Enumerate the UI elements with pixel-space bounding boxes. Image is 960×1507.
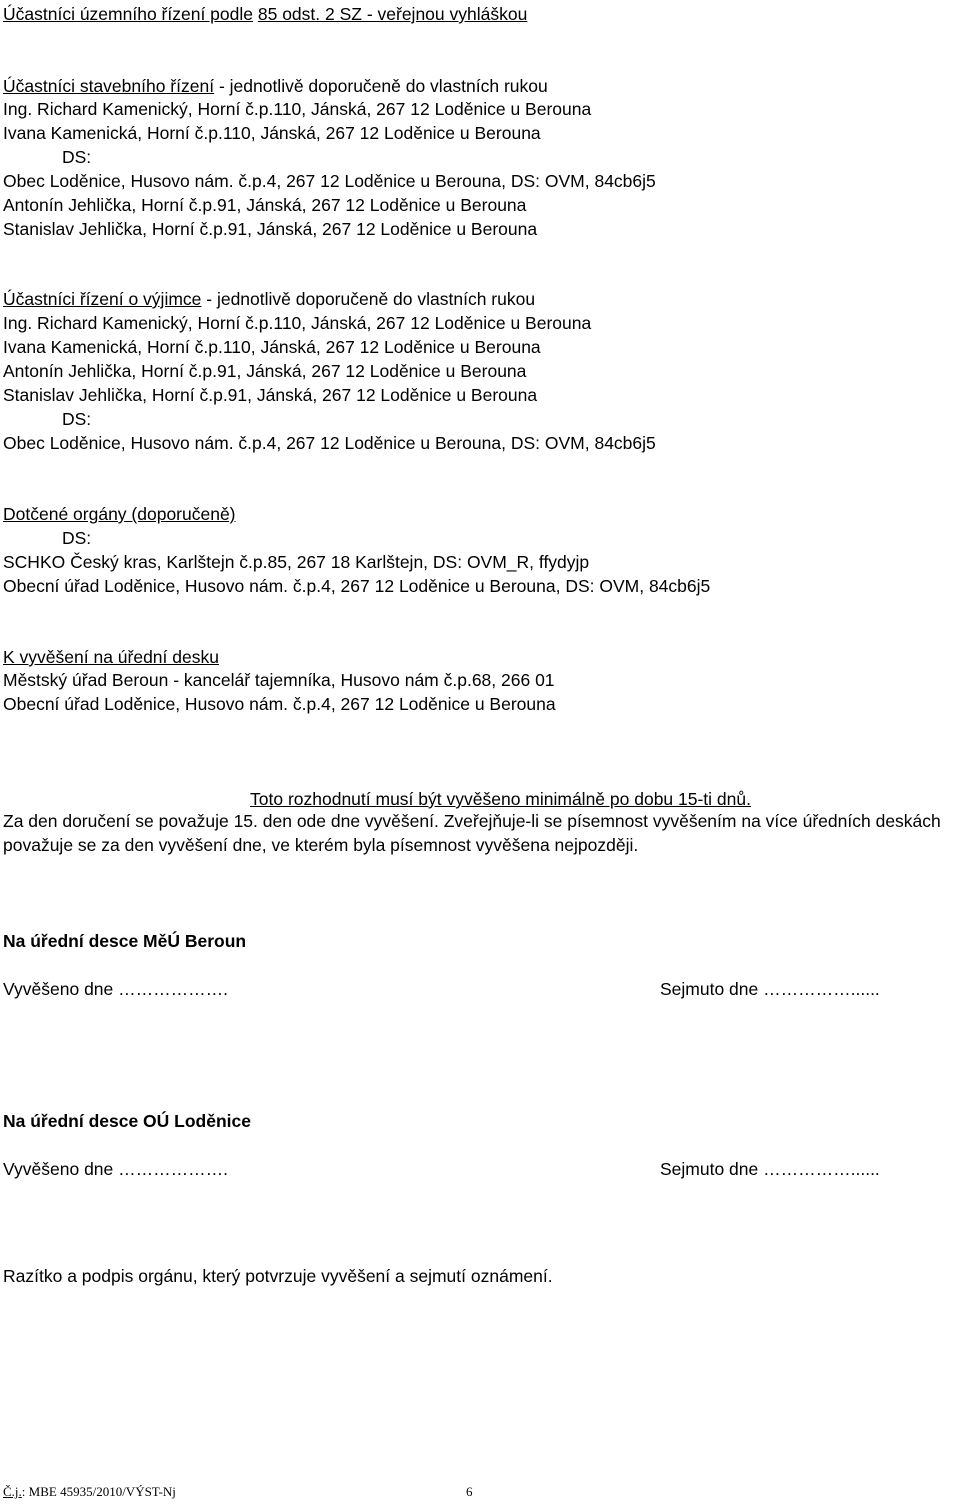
address-line: Antonín Jehlička, Horní č.p.91, Jánská, 267 12 Loděnice u Berouna (3, 361, 527, 381)
ds-label: DS: (62, 409, 92, 429)
heading-tail: - jednotlivě doporučeně do vlastních rukou (201, 289, 536, 309)
exemption-participants-heading (3, 287, 535, 311)
address-line: Obecní úřad Loděnice, Husovo nám. č.p.4, 267 12 Loděnice u Berouna (3, 694, 556, 714)
reference-label: Č.j. (3, 1484, 22, 1499)
heading-text: Účastníci řízení o výjimce (3, 289, 202, 309)
address-line: Obecní úřad Loděnice, Husovo nám. č.p.4, 267 12 Loděnice u Berouna, DS: OVM, 84cb6j5 (3, 576, 711, 596)
ds-label: DS: (62, 528, 92, 548)
board-heading-beroun: Na úřední desce MěÚ Beroun (3, 931, 247, 951)
posted-date-field: Vyvěšeno dne ………………. (3, 1159, 228, 1179)
address-line: Stanislav Jehlička, Horní č.p.91, Jánská, 267 12 Loděnice u Berouna (3, 219, 538, 239)
heading-text: Účastníci stavebního řízení (3, 76, 215, 96)
page-number: 6 (466, 1484, 473, 1499)
removed-date-field: Sejmuto dne ……………...... (660, 1159, 880, 1179)
notice-board-heading: K vyvěšení na úřední desku (3, 647, 219, 667)
reference-number (3, 1484, 176, 1500)
address-line: Stanislav Jehlička, Horní č.p.91, Jánská, 267 12 Loděnice u Berouna (3, 385, 538, 405)
heading-tail: 85 odst. 2 SZ - veřejnou vyhláškou (257, 4, 528, 24)
address-line: Ivana Kamenická, Horní č.p.110, Jánská, 267 12 Loděnice u Berouna (3, 337, 541, 357)
board-heading-lodenice: Na úřední desce OÚ Loděnice (3, 1111, 251, 1131)
ds-label: DS: (62, 147, 92, 167)
address-line: Obec Loděnice, Husovo nám. č.p.4, 267 12 Loděnice u Berouna, DS: OVM, 84cb6j5 (3, 433, 656, 453)
heading-tail: - jednotlivě doporučeně do vlastních rukou (214, 76, 548, 96)
removed-date-field: Sejmuto dne ……………...... (660, 979, 880, 999)
address-line: Obec Loděnice, Husovo nám. č.p.4, 267 12 Loděnice u Berouna, DS: OVM, 84cb6j5 (3, 171, 656, 191)
affected-authorities-heading: Dotčené orgány (doporučeně) (3, 504, 236, 524)
heading-text: Účastníci územního řízení podle (3, 4, 253, 24)
address-line: Ivana Kamenická, Horní č.p.110, Jánská, 267 12 Loděnice u Berouna (3, 123, 541, 143)
address-line: Ing. Richard Kamenický, Horní č.p.110, Jánská, 267 12 Loděnice u Berouna (3, 313, 592, 333)
reference-value: : MBE 45935/2010/VÝST-Nj (21, 1484, 176, 1499)
address-line: Antonín Jehlička, Horní č.p.91, Jánská, 267 12 Loděnice u Berouna (3, 195, 527, 215)
posted-date-field: Vyvěšeno dne ………………. (3, 979, 228, 999)
address-line: SCHKO Český kras, Karlštejn č.p.85, 267 18 Karlštejn, DS: OVM_R, ffydyjp (3, 552, 590, 572)
territorial-participants-heading (3, 2, 527, 26)
notice-title: Toto rozhodnutí musí být vyvěšeno minimálně po dobu 15-ti dnů. (250, 789, 751, 809)
building-participants-heading (3, 74, 548, 98)
stamp-signature-line: Razítko a podpis orgánu, který potvrzuje vyvěšení a sejmutí oznámení. (3, 1266, 553, 1286)
address-line: Ing. Richard Kamenický, Horní č.p.110, Jánská, 267 12 Loděnice u Berouna (3, 99, 592, 119)
address-line: Městský úřad Beroun - kancelář tajemníka, Husovo nám č.p.68, 266 01 (3, 670, 555, 690)
notice-body: Za den doručení se považuje 15. den ode dne vyvěšení. Zveřejňuje-li se písemnost vyvěšením na více úředních deskách považuje se za den vyvěšení dne, ve kterém byla písemnost vyvěšena nejpozději. (3, 811, 941, 855)
